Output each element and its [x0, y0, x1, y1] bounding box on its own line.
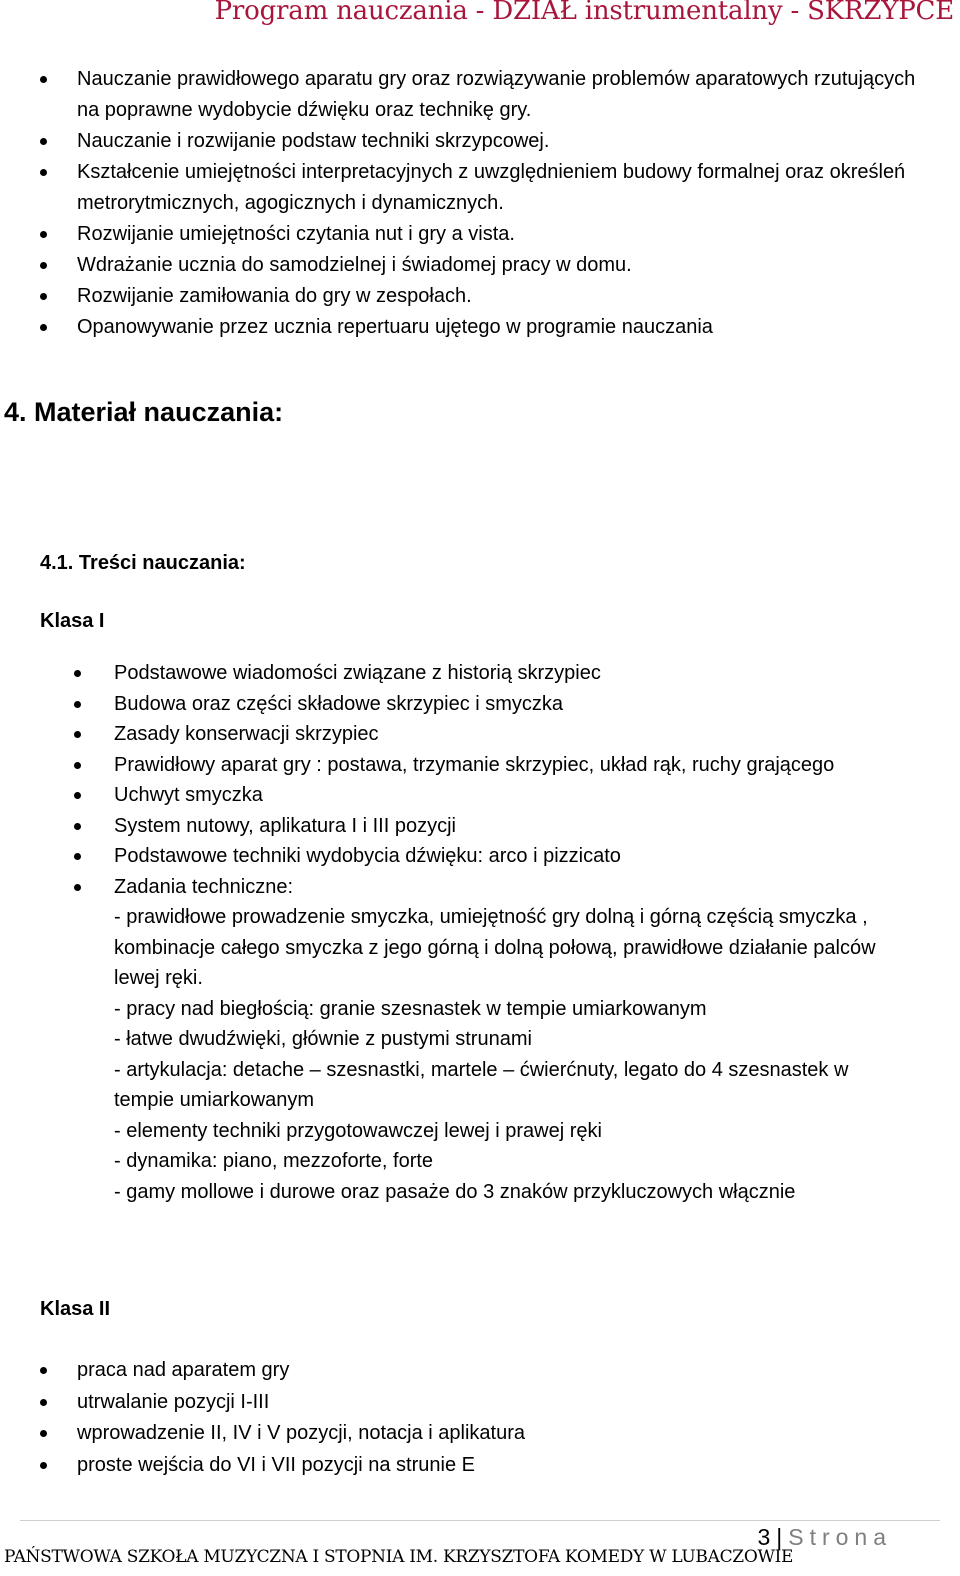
list-item: Wdrażanie ucznia do samodzielnej i świadomej pracy w domu. — [77, 250, 937, 281]
list-item: wprowadzenie II, IV i V pozycji, notacja i aplikatura — [77, 1418, 937, 1450]
list-item: Budowa oraz części składowe skrzypiec i smyczka — [114, 689, 904, 720]
task-line: - łatwe dwudźwięki, głównie z pustymi strunami — [114, 1028, 532, 1050]
subsection-heading: 4.1. Treści nauczania: — [40, 552, 246, 574]
task-line: - elementy techniki przygotowawczej lewej i prawej ręki — [114, 1119, 602, 1142]
list-item: utrwalanie pozycji I-III — [77, 1387, 937, 1419]
list-item: Rozwijanie umiejętności czytania nut i gry a vista. — [77, 219, 937, 250]
task-line: - dynamika: piano, mezzoforte, forte — [114, 1150, 434, 1172]
list-item-technical-tasks — [114, 872, 904, 1208]
list-item: Kształcenie umiejętności interpretacyjnych z uwzględnieniem budowy formalnej oraz określeń metrorytmicznych, agogicznych i dynamicznych. — [77, 157, 937, 219]
klasa-1-list — [114, 658, 904, 1207]
list-item: Podstawowe techniki wydobycia dźwięku: arco i pizzicato — [114, 841, 904, 872]
footer-school-name: PAŃSTWOWA SZKOŁA MUZYCZNA I STOPNIA IM. KRZYSZTOFA KOMEDY W LUBACZOWIE — [4, 1547, 794, 1567]
list-item: System nutowy, aplikatura I i III pozycji — [114, 811, 904, 842]
list-item: Podstawowe wiadomości związane z historią skrzypiec — [114, 658, 904, 689]
list-item: Uchwyt smyczka — [114, 780, 904, 811]
klasa-2-list — [77, 1355, 937, 1481]
list-item: Rozwijanie zamiłowania do gry w zespołach. — [77, 281, 937, 312]
task-line: - prawidłowe prowadzenie smyczka, umiejętność gry dolną i górną częścią smyczka , kombinacje całego smyczka z jego górną i dolną połową, prawidłowe działanie palców lewej ręki. — [114, 906, 876, 989]
list-item: proste wejścia do VI i VII pozycji na strunie E — [77, 1450, 937, 1482]
task-line: - artykulacja: detache – szesnastki, martele – ćwierćnuty, legato do 4 szesnastek w tempie umiarkowanym — [114, 1058, 849, 1111]
list-item: Nauczanie i rozwijanie podstaw techniki skrzypcowej. — [77, 126, 937, 157]
list-item: praca nad aparatem gry — [77, 1355, 937, 1387]
list-item: Opanowywanie przez ucznia repertuaru ujętego w programie nauczania — [77, 312, 937, 343]
page-header-title: Program nauczania - DZIAŁ instrumentalny - SKRZYPCE — [214, 0, 954, 26]
page-number-separator: | — [776, 1524, 783, 1550]
goals-list — [77, 64, 937, 343]
list-item: Nauczanie prawidłowego aparatu gry oraz rozwiązywanie problemów aparatowych rzutujących na poprawne wydobycie dźwięku oraz technikę gry. — [77, 64, 937, 126]
page-number-value: 3 — [757, 1524, 771, 1550]
page-word: Strona — [788, 1524, 892, 1550]
list-item: Prawidłowy aparat gry : postawa, trzymanie skrzypiec, układ rąk, ruchy grającego — [114, 750, 904, 781]
task-line: - gamy mollowe i durowe oraz pasaże do 3 znaków przykluczowych włącznie — [114, 1180, 796, 1203]
klasa-1-title: Klasa I — [40, 610, 105, 632]
technical-tasks-label: Zadania techniczne: — [114, 875, 294, 898]
list-item: Zasady konserwacji skrzypiec — [114, 719, 904, 750]
section-heading: 4. Materiał nauczania: — [4, 397, 284, 427]
klasa-2-title: Klasa II — [40, 1298, 111, 1320]
task-line: - pracy nad biegłością: granie szesnastek w tempie umiarkowanym — [114, 997, 707, 1020]
